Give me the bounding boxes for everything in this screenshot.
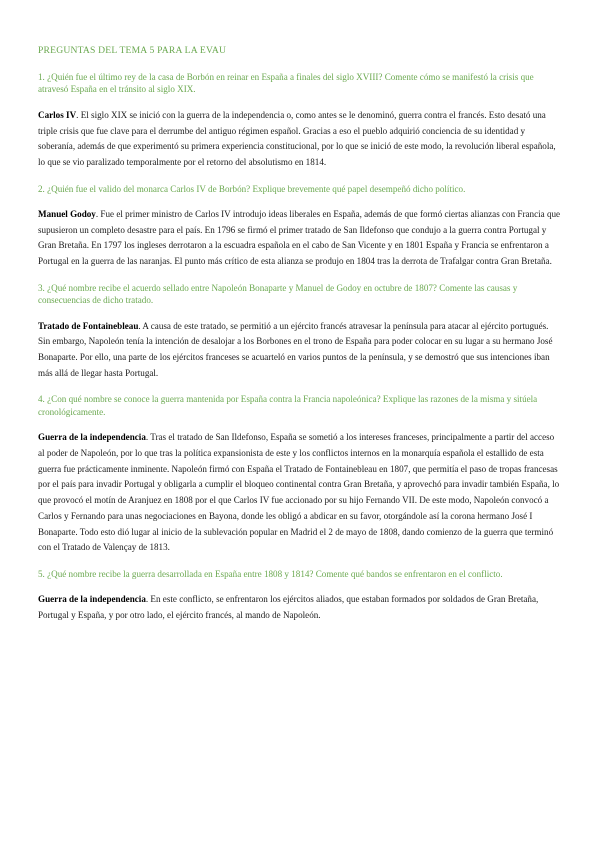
answer-1 — [38, 108, 562, 171]
document-page — [38, 44, 562, 636]
question-5: 5. ¿Qué nombre recibe la guerra desarrollada en España entre 1808 y 1814? Comente qué bandos se enfrentaron en el conflicto. — [38, 568, 503, 579]
answer-text: . Fue el primer ministro de Carlos IV introdujo ideas liberales en España, además de que formó ciertas alianzas con Francia que supusieron un completo desastre para el país. En 1796 se firmó el primer tratado de San Ildefonso que condujo a la guerra contra Portugal y Gran Bretaña. En 1797 los ingleses derrotaron a la escuadra española en el cabo de San Vicente y en 1801 España y Francia se enfrentaron a Portugal en la guerra de las naranjas. El punto más crítico de esta alianza se produjo en 1804 tras la derrota de Trafalgar contra Gran Bretaña. — [38, 209, 561, 267]
answer-text: . Tras el tratado de San Ildefonso, España se sometió a los intereses franceses, principalmente a partir del acceso al poder de Napoleón, por lo que tras la política expansionista de este y los conflictos internos en la monarquía española el estallido de esta guerra fue prácticamente inminente. Napoleón firmó con España el Tratado de Fontainebleau en 1807, que permitía el paso de tropas francesas por el país para invadir Portugal y obligarla a cumplir el bloqueo continental contra Gran Bretaña, y aprovechó para invadir también España, lo que provocó el motín de Aranjuez en 1808 por el que Carlos IV fue accionado por su hijo Fernando VII. De este modo, Napoleón convocó a Carlos y Fernando para unas negociaciones en Bayona, donde les obligó a abdicar en su favor, otorgándole así la corona hermano José I Bonaparte. Todo esto dió lugar al inicio de la sublevación popular en Madrid el 2 de mayo de 1808, dando comienzo de la guerra que terminó con el Tratado de Valençay de 1813. — [38, 432, 560, 553]
document-title: PREGUNTAS DEL TEMA 5 PARA LA EVAU — [38, 45, 227, 56]
answer-4 — [38, 430, 562, 556]
answer-term: Tratado de Fontainebleau — [38, 320, 139, 331]
answer-5 — [38, 592, 562, 623]
question-2: 2. ¿Quién fue el valido del monarca Carlos IV de Borbón? Explique brevemente qué papel desempeñó dicho político. — [38, 183, 466, 194]
answer-term: Guerra de la independencia — [38, 594, 146, 605]
question-1: 1. ¿Quién fue el último rey de la casa de Borbón en reinar en España a finales del siglo XVIII? Comente cómo se manifestó la crisis que atravesó España en el tránsito al siglo XIX. — [38, 72, 534, 95]
answer-term: Guerra de la independencia — [38, 432, 146, 443]
question-3: 3. ¿Qué nombre recibe el acuerdo sellado entre Napoleón Bonaparte y Manuel de Godoy en octubre de 1807? Comente las causas y consecuencias de dicho tratado. — [38, 282, 518, 306]
question-4: 4. ¿Con qué nombre se conoce la guerra mantenida por España contra la Francia napoleónica? Explique las razones de la misma y sitúela cronológicamente. — [38, 394, 538, 417]
answer-2 — [38, 207, 562, 270]
answer-3 — [38, 319, 562, 382]
answer-text: . A causa de este tratado, se permitió a un ejército francés atravesar la península para atacar al ejército portugués. Sin embargo, Napoleón tenía la intención de desalojar a los Borbones en el trono de España para poder colocar en su lugar a su hermano José Bonaparte. Por ello, una parte de los ejércitos franceses se acuarteló en varios puntos de la península, y se demostró que sus intenciones iban más allá de llegar hasta Portugal. — [38, 320, 553, 378]
answer-text: . El siglo XIX se inició con la guerra de la independencia o, como antes se le denominó, guerra contra el francés. Esto desató una triple crisis que fue clave para el derrumbe del antiguo régimen español. Gracias a eso el pueblo adquirió conciencia de su identidad y soberanía, además de que experimentó su primera experiencia constitucional, por lo que se inició de este modo, la revolución liberal española, lo que se vio paralizado temporalmente por el retorno del absolutismo en 1814. — [38, 109, 556, 167]
answer-term: Manuel Godoy — [38, 209, 96, 220]
answer-text: . En este conflicto, se enfrentaron los ejércitos aliados, que estaban formados por soldados de Gran Bretaña, Portugal y España, y por otro lado, el ejército francés, al mando de Napoleón. — [38, 594, 539, 621]
answer-term: Carlos IV — [38, 109, 77, 120]
